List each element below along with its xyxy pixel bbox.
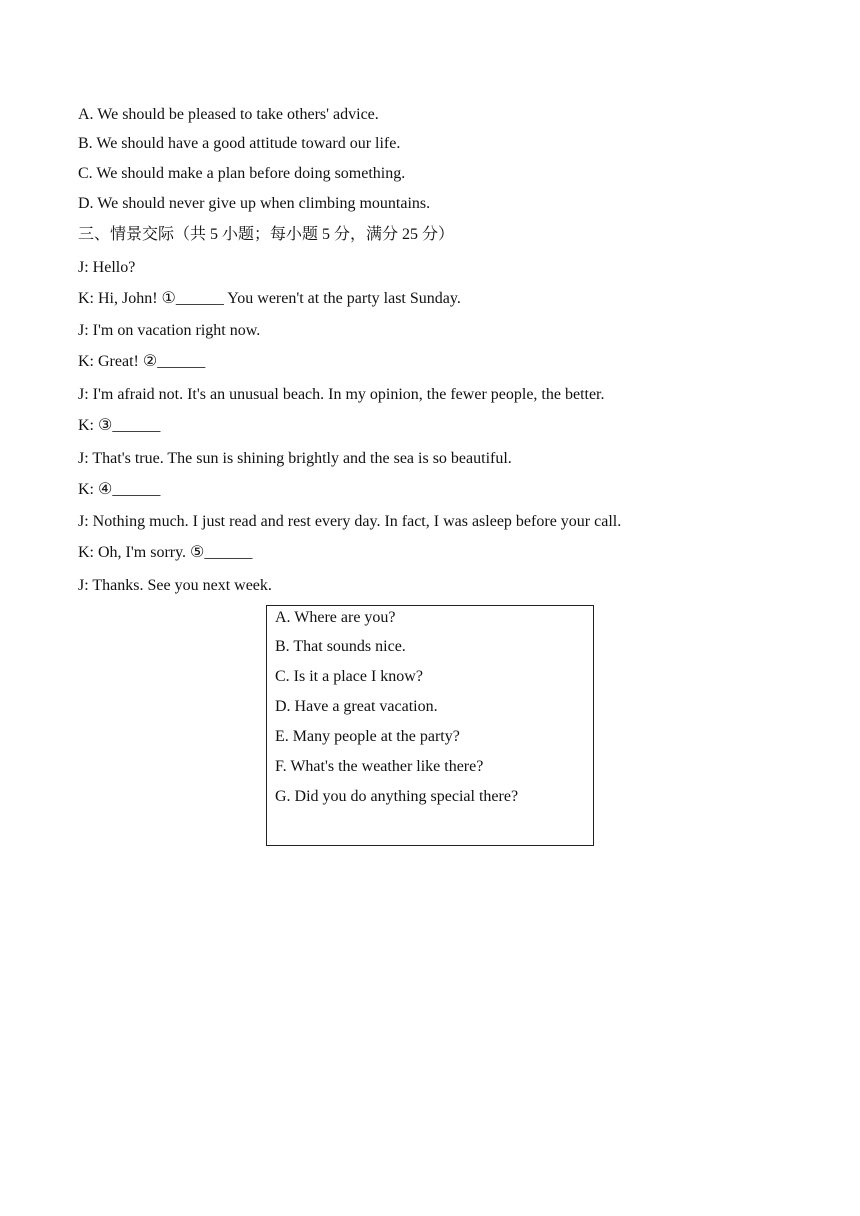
option-b: B. We should have a good attitude toward our life. <box>78 135 401 152</box>
option-d: D. We should never give up when climbing mountains. <box>78 195 431 212</box>
choice-b: B. That sounds nice. <box>275 638 406 655</box>
choice-g: G. Did you do anything special there? <box>275 788 519 805</box>
choice-c: C. Is it a place I know? <box>275 668 423 685</box>
dialogue-line-11: J: Thanks. See you next week. <box>78 577 272 594</box>
choice-f: F. What's the weather like there? <box>275 758 484 775</box>
dialogue-line-4: K: Great! ②______ <box>78 353 206 370</box>
choice-d: D. Have a great vacation. <box>275 698 438 715</box>
choice-e: E. Many people at the party? <box>275 728 460 745</box>
dialogue-line-6: K: ③______ <box>78 417 161 434</box>
dialogue-line-3: J: I'm on vacation right now. <box>78 322 261 339</box>
dialogue-line-2: K: Hi, John! ①______ You weren't at the party last Sunday. <box>78 290 461 307</box>
choice-a: A. Where are you? <box>275 609 396 626</box>
answer-choices-box <box>266 605 594 846</box>
dialogue-line-1: J: Hello? <box>78 259 136 276</box>
dialogue-line-9: J: Nothing much. I just read and rest every day. In fact, I was asleep before your call. <box>78 513 622 530</box>
option-a: A. We should be pleased to take others' advice. <box>78 106 379 123</box>
dialogue-line-5: J: I'm afraid not. It's an unusual beach. In my opinion, the fewer people, the better. <box>78 386 605 403</box>
dialogue-line-8: K: ④______ <box>78 481 161 498</box>
dialogue-line-7: J: That's true. The sun is shining brightly and the sea is so beautiful. <box>78 450 512 467</box>
section-heading: 三、情景交际（共 5 小题；每小题 5 分，满分 25 分） <box>78 226 455 243</box>
dialogue-line-10: K: Oh, I'm sorry. ⑤______ <box>78 544 253 561</box>
option-c: C. We should make a plan before doing something. <box>78 165 406 182</box>
